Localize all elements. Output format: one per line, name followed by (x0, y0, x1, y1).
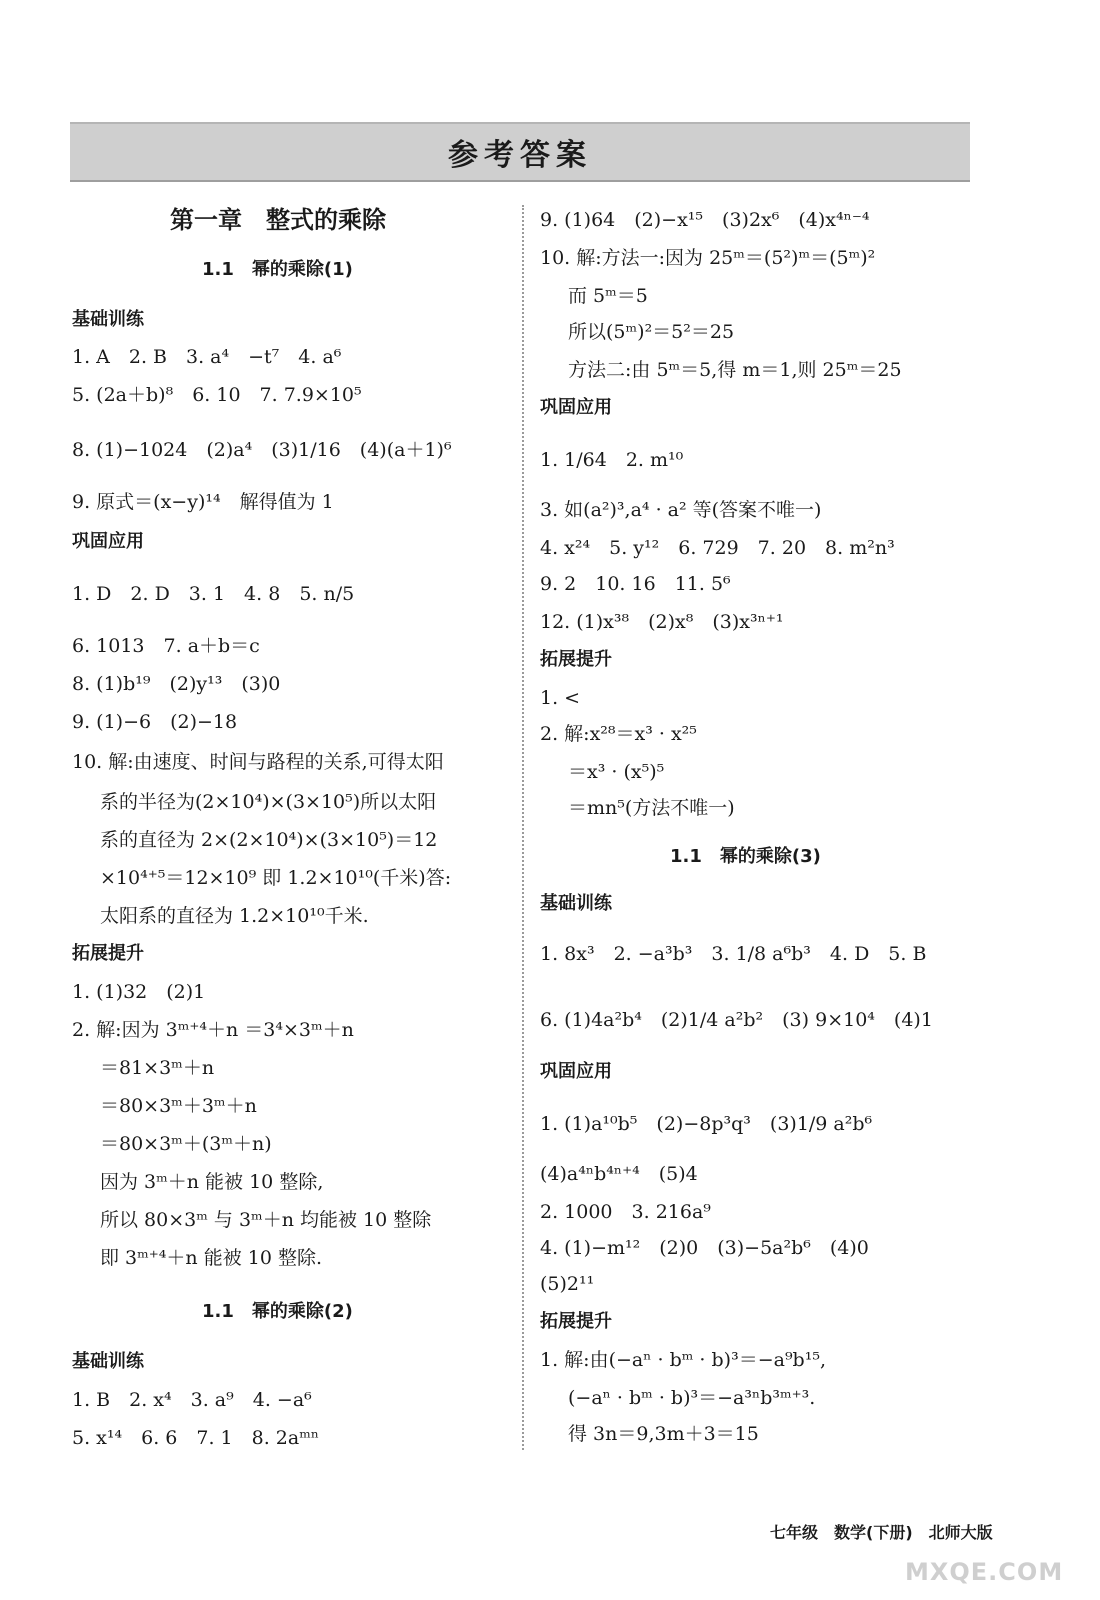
column-divider (522, 205, 524, 1450)
subsection-heading: 基础训练 (540, 893, 612, 914)
answer-line: 1. A 2. B 3. a⁴ −t⁷ 4. a⁶ (72, 346, 342, 368)
answer-line: 因为 3ᵐ＋n 能被 10 整除, (100, 1171, 324, 1193)
answer-line: 而 5ᵐ＝5 (568, 285, 648, 307)
subsection-heading: 巩固应用 (540, 1061, 612, 1082)
answer-line: ＝80×3ᵐ＋3ᵐ＋n (100, 1095, 257, 1117)
answer-line: 9. 原式＝(x−y)¹⁴ 解得值为 1 (72, 491, 334, 513)
answer-line: 1. < (540, 687, 581, 709)
watermark-logo (905, 1532, 1075, 1588)
answer-line: 1. B 2. x⁴ 3. a⁹ 4. −a⁶ (72, 1389, 312, 1411)
answer-line: 方法二:由 5ᵐ＝5,得 m＝1,则 25ᵐ＝25 (568, 359, 902, 381)
answer-line: 1. 8x³ 2. −a³b³ 3. 1/8 a⁶b³ 4. D 5. B (540, 943, 927, 965)
answer-line: ＝mn⁵(方法不唯一) (568, 797, 735, 819)
answer-line: 12. (1)x³⁸ (2)x⁸ (3)x³ⁿ⁺¹ (540, 611, 784, 633)
subsection-heading: 巩固应用 (72, 531, 144, 552)
answer-line: (−aⁿ · bᵐ · b)³＝−a³ⁿb³ᵐ⁺³. (568, 1387, 816, 1409)
answer-line: ＝x³ · (x⁵)⁵ (568, 761, 665, 783)
answer-line: 1. D 2. D 3. 1 4. 8 5. n/5 (72, 583, 355, 605)
answer-line: (5)2¹¹ (540, 1273, 595, 1295)
answer-line: 2. 解:因为 3ᵐ⁺⁴＋n ＝3⁴×3ᵐ＋n (72, 1019, 354, 1041)
page-title: 参考答案 (448, 138, 592, 173)
answer-line: 10. 解:方法一:因为 25ᵐ＝(5²)ᵐ＝(5ᵐ)² (540, 247, 876, 269)
answer-line: 8. (1)b¹⁹ (2)y¹³ (3)0 (72, 673, 281, 695)
answer-line: 4. x²⁴ 5. y¹² 6. 729 7. 20 8. m²n³ (540, 537, 895, 559)
subsection-heading: 拓展提升 (540, 649, 612, 670)
subsection-heading: 基础训练 (72, 309, 144, 330)
answer-line: 9. (1)−6 (2)−18 (72, 711, 238, 733)
answer-line: 1. (1)32 (2)1 (72, 981, 206, 1003)
answer-line: 得 3n＝9,3m＋3＝15 (568, 1423, 759, 1445)
section-title: 1.1 幂的乘除(2) (202, 1301, 353, 1322)
answer-line: 8. (1)−1024 (2)a⁴ (3)1/16 (4)(a＋1)⁶ (72, 439, 452, 461)
answer-line: 5. x¹⁴ 6. 6 7. 1 8. 2aᵐⁿ (72, 1427, 320, 1449)
answer-banner (70, 122, 970, 182)
answer-line: 系的半径为(2×10⁴)×(3×10⁵)所以太阳 (100, 791, 437, 813)
subsection-heading: 拓展提升 (540, 1311, 612, 1332)
answer-line: 系的直径为 2×(2×10⁴)×(3×10⁵)＝12 (100, 829, 438, 851)
answer-line: 1. 1/64 2. m¹⁰ (540, 449, 684, 471)
subsection-heading: 巩固应用 (540, 397, 612, 418)
answer-line: 3. 如(a²)³,a⁴ · a² 等(答案不唯一) (540, 499, 822, 521)
answer-line: 所以 80×3ᵐ 与 3ᵐ＋n 均能被 10 整除 (100, 1209, 432, 1231)
answer-line: 6. (1)4a²b⁴ (2)1/4 a²b² (3) 9×10⁴ (4)1 (540, 1009, 933, 1031)
answer-line: 4. (1)−m¹² (2)0 (3)−5a²b⁶ (4)0 (540, 1237, 869, 1259)
answer-line: 1. (1)a¹⁰b⁵ (2)−8p³q³ (3)1/9 a²b⁶ (540, 1113, 873, 1135)
answer-line: 所以(5ᵐ)²＝5²＝25 (568, 321, 735, 343)
section-title: 1.1 幂的乘除(1) (202, 259, 353, 280)
answer-line: (4)a⁴ⁿb⁴ⁿ⁺⁴ (5)4 (540, 1163, 698, 1185)
answer-line: 2. 解:x²⁸＝x³ · x²⁵ (540, 723, 697, 745)
answer-line: 即 3ᵐ⁺⁴＋n 能被 10 整除. (100, 1247, 322, 1269)
watermark-text: MXQE.COM (905, 1558, 1064, 1586)
answer-line: 5. (2a＋b)⁸ 6. 10 7. 7.9×10⁵ (72, 384, 362, 406)
section-title: 1.1 幂的乘除(3) (670, 846, 821, 867)
answer-line: ×10⁴⁺⁵＝12×10⁹ 即 1.2×10¹⁰(千米)答: (100, 867, 452, 889)
answer-line: 太阳系的直径为 1.2×10¹⁰千米. (100, 905, 369, 927)
subsection-heading: 基础训练 (72, 1351, 144, 1372)
answer-line: ＝81×3ᵐ＋n (100, 1057, 215, 1079)
answer-line: 10. 解:由速度、时间与路程的关系,可得太阳 (72, 751, 444, 773)
answer-line: 1. 解:由(−aⁿ · bᵐ · b)³＝−a⁹b¹⁵, (540, 1349, 826, 1371)
chapter-title: 第一章 整式的乘除 (170, 206, 386, 234)
answer-line: 9. (1)64 (2)−x¹⁵ (3)2x⁶ (4)x⁴ⁿ⁻⁴ (540, 209, 870, 231)
answer-line: 9. 2 10. 16 11. 5⁶ (540, 573, 731, 595)
page-footer: 七年级 数学(下册) 北师大版 (770, 1523, 993, 1542)
answer-line: 2. 1000 3. 216a⁹ (540, 1201, 711, 1223)
subsection-heading: 拓展提升 (72, 943, 144, 964)
answer-line: 6. 1013 7. a＋b＝c (72, 635, 260, 657)
answer-line: ＝80×3ᵐ＋(3ᵐ＋n) (100, 1133, 272, 1155)
